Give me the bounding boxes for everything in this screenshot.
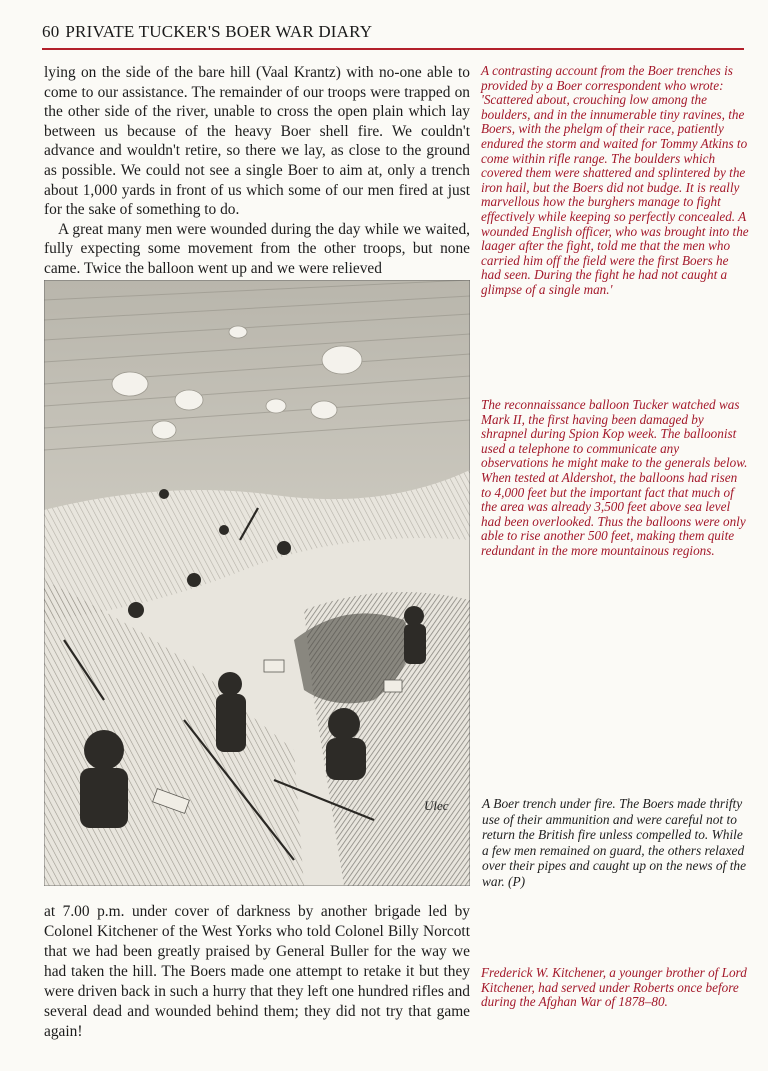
engraving-drawing xyxy=(44,280,470,886)
body-paragraph: at 7.00 p.m. under cover of darkness by another brigade led by Colonel Kitchener of the West Yorks who told Colonel Billy Norcott that we had been greatly praised by General Buller for the way we had taken the hill. The Boers made one attempt to retake it but they were driven back in such a hurry that they left one hundred rifles and several dead and wounded behind them; they did not try that game again! xyxy=(44,903,470,1040)
header-rule xyxy=(42,48,744,50)
sidenote-kitchener: Frederick W. Kitchener, a younger brother of Lord Kitchener, had served under Roberts once before during the Afghan War of 1878–80. xyxy=(481,965,747,1010)
running-header xyxy=(42,22,742,42)
main-column-top xyxy=(44,63,470,279)
sidenote-balloon: The reconnaissance balloon Tucker watched was Mark II, the first having been damaged by shrapnel during Spion Kop week. The balloonist used a telephone to communicate any observations he might make to the generals below. When tested at Aldershot, the balloons had risen to 4,000 feet but the important fact that much of the area was already 3,500 feet above sea level had been overlooked. Thus the balloons were only able to rise another 500 feet, making them quite redundant in the more mountainous regions. xyxy=(481,397,748,558)
body-paragraph: lying on the side of the bare hill (Vaal Krantz) with no-one able to come to our assistance. The remainder of our troops were trapped on the other side of the river, unable to cross the open plain which lay between us because of the heavy Boer shell fire. We couldn't advance and wouldn't retire, so there we lay, as close to the ground as possible. We could not see a single Boer to aim at, only a trench about 1,000 yards in front of us which some of our men fired at just for the sake of something to do. xyxy=(44,64,470,219)
main-column-bottom xyxy=(44,902,470,1042)
illustration-caption: A Boer trench under fire. The Boers made thrifty use of their ammunition and were careful not to return the British fire unless compelled to. While a few men remained on guard, the others relaxed over their pipes and caught up on the news of the war. (P) xyxy=(482,796,747,889)
boer-trench-illustration xyxy=(44,280,470,886)
sidenote-boer-account: A contrasting account from the Boer trenches is provided by a Boer correspondent who wrote: 'Scattered about, crouching low among the boulders, and in the innumerable tiny ravines, the Boers, with the phelgm of their race, patiently endured the storm and waited for Tommy Atkins to come within rifle range. The boulders which covered them were shattered and splintered by the iron hail, but the Boers did not budge. It is really marvellous how the burghers manage to fight effectively while keeping so perfectly concealed. A wounded English officer, who was brought into the laager after the fight, told me that the men who carried him off the field were the first Boers he had seen. During the fight he had not caught a glimpse of a single man.' xyxy=(481,63,749,297)
body-paragraph: A great many men were wounded during the day while we waited, fully expecting some movement from the other troops, but none came. Twice the balloon went up and we were relieved xyxy=(44,220,470,277)
artist-signature: Ulec xyxy=(424,798,449,813)
page-number: 60 xyxy=(42,22,60,41)
running-title: PRIVATE TUCKER'S BOER WAR DIARY xyxy=(65,22,373,41)
